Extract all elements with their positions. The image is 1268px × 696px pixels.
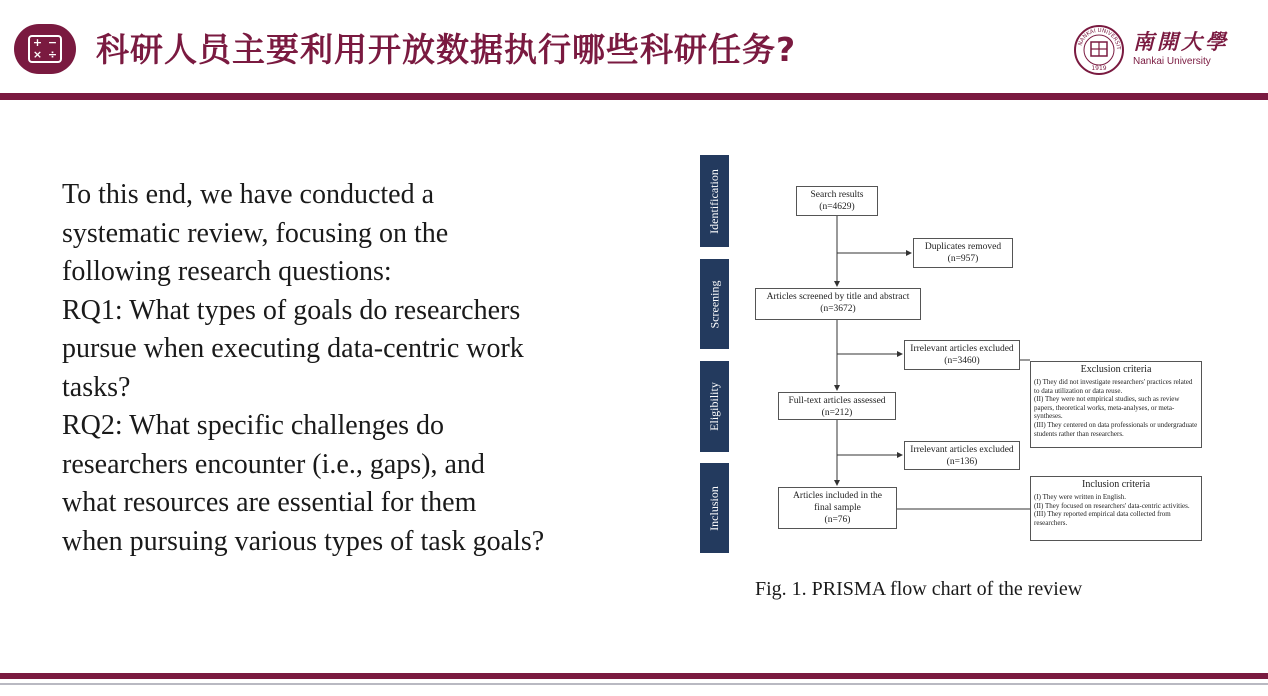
stage-identification: Identification: [700, 155, 729, 247]
body-line: researchers encounter (i.e., gaps), and: [62, 448, 485, 480]
body-line: what resources are essential for them: [62, 487, 477, 518]
box-articles-screened: Articles screened by title and abstract (n=3672): [755, 288, 921, 320]
body-line: following research questions:: [62, 256, 392, 287]
seal-year: 1919: [1091, 65, 1107, 72]
box-duplicates-removed: Duplicates removed (n=957): [913, 238, 1013, 268]
university-name-cn: 南開大學: [1133, 29, 1229, 54]
logo-divide: ÷: [47, 48, 58, 61]
body-line: tasks?: [62, 371, 131, 403]
slide-title: 科研人员主要利用开放数据执行哪些科研任务?: [96, 30, 797, 69]
exclusion-criteria: Exclusion criteria (I) They did not investigate researchers' practices related to data utilization or data reuse. (II) They were not empirical studies, such as review papers, theoretical works, meta-analyses, or meta-syntheses. (III) They centered on data professionals or undergraduate students rather than researchers.: [1030, 361, 1202, 448]
inclusion-criteria: Inclusion criteria (I) They were written in English. (II) They focused on researchers' data-centric activities. (III) They reported empirical data collected from researchers.: [1030, 476, 1202, 541]
body-line: RQ2: What specific challenges do: [62, 410, 445, 441]
logo-plus: +: [32, 36, 43, 49]
box-full-text-assessed: Full-text articles assessed (n=212): [778, 392, 896, 420]
footer-rule: [0, 673, 1268, 679]
box-search-results: Search results (n=4629): [796, 186, 878, 216]
stage-inclusion: Inclusion: [700, 463, 729, 553]
body-line: systematic review, focusing on the: [62, 217, 449, 249]
body-line: when pursuing various types of task goals?: [62, 525, 545, 557]
seal-ring-text: NANKAI UNIVERSIT: [1077, 27, 1122, 51]
box-articles-included: Articles included in the final sample (n=76): [778, 487, 897, 529]
logo-times: ×: [32, 48, 43, 61]
body-line: RQ1: What types of goals do researchers: [62, 294, 521, 326]
box-irrelevant-excluded-2: Irrelevant articles excluded (n=136): [904, 441, 1020, 470]
stage-screening: Screening: [700, 259, 729, 349]
logo-minus: −: [47, 36, 58, 49]
stage-eligibility: Eligibility: [700, 361, 729, 452]
body-line: pursue when executing data-centric work: [62, 333, 524, 364]
figure-caption: Fig. 1. PRISMA flow chart of the review: [755, 578, 1083, 600]
body-line: To this end, we have conducted a: [62, 179, 435, 210]
university-name-en: Nankai University: [1133, 56, 1211, 67]
box-irrelevant-excluded-1: Irrelevant articles excluded (n=3460): [904, 340, 1020, 370]
footer-thin-rule: [0, 683, 1268, 685]
